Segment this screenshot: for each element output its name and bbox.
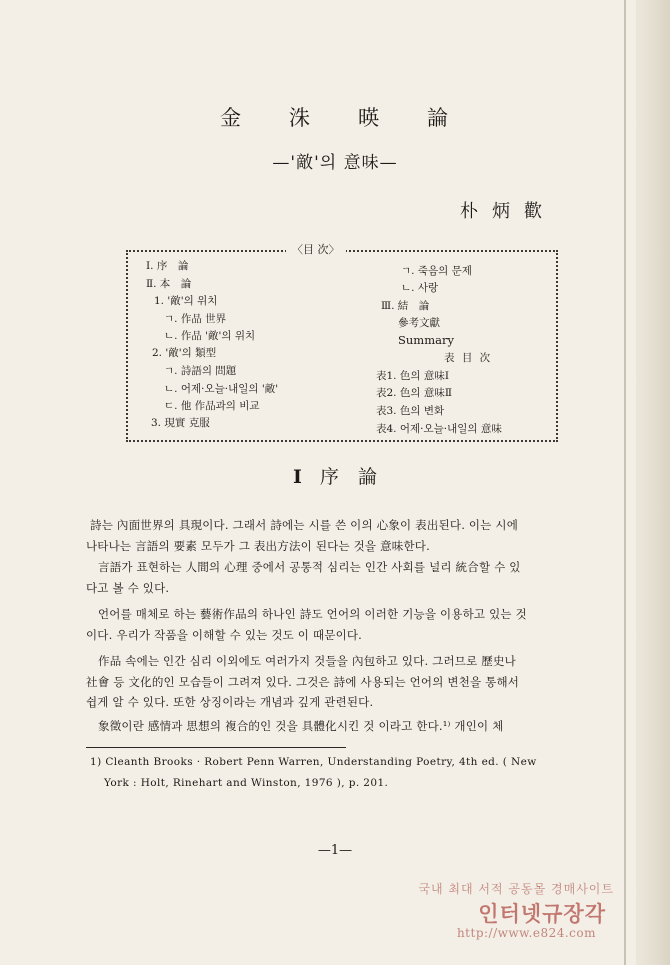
toc-subheading: 表 目 次 — [444, 352, 493, 364]
toc-item: ㄴ. 作品 '敵'의 위치 — [164, 330, 256, 342]
toc-item: 參考文獻 — [398, 317, 440, 329]
body-line: 언어를 매체로 하는 藝術作品의 하나인 詩도 언어의 이러한 기능을 이용하고 있는 것 — [98, 607, 527, 621]
toc-item: ㄱ. 詩語의 問題 — [164, 365, 237, 377]
paper-title — [0, 102, 670, 132]
toc-item: 表2. 色의 意味Ⅱ — [376, 387, 452, 399]
toc-item: 表3. 色의 변화 — [376, 405, 445, 417]
footnote-line: 1) Cleanth Brooks · Robert Penn Warren, Understanding Poetry, 4th ed. ( New — [90, 756, 537, 768]
title-char: 論 — [427, 106, 450, 130]
footnote-line: York : Holt, Rinehart and Winston, 1976 ), p. 201. — [104, 777, 389, 789]
toc-item: Ⅲ. 結 論 — [381, 300, 430, 312]
page-number: —1— — [317, 843, 353, 858]
body-line: 象徵이란 感情과 思想의 複合的인 것을 具體化시킨 것 이라고 한다.¹⁾ 개인이 체 — [98, 719, 504, 733]
paper-subtitle: —'敵'의 意味— — [272, 153, 398, 173]
section-numeral: Ⅰ — [293, 466, 302, 488]
author-name: 朴炳歡 — [460, 201, 556, 222]
toc-item: ㄴ. 사랑 — [401, 282, 439, 294]
toc-item: 3. 現實 克服 — [151, 417, 210, 429]
toc-item: 1. '敵'의 위치 — [154, 295, 218, 307]
watermark-tagline: 국내 최대 서적 공동몰 경매사이트 — [418, 882, 614, 896]
title-char: 暎 — [358, 106, 381, 130]
toc-item: ㄱ. 作品 世界 — [164, 313, 227, 325]
watermark-brand: 인터넷규장각 — [478, 901, 606, 926]
body-line: 다고 볼 수 있다. — [86, 581, 170, 595]
watermark-url: http://www.e824.com — [456, 926, 596, 940]
body-line: 社會 등 文化的인 모습들이 그려져 있다. 그것은 詩에 사용되는 언어의 변천을 통해서 — [86, 675, 520, 689]
body-line: 作品 속에는 인간 심리 이외에도 여러가지 것들을 內包하고 있다. 그러므로 歷史나 — [98, 654, 516, 668]
title-char: 金 — [220, 106, 243, 130]
section-heading — [0, 462, 670, 489]
toc-item: ㄱ. 죽음의 문제 — [401, 265, 472, 277]
toc-heading: 〈目 次〉 — [286, 241, 346, 257]
toc-item: Ⅱ. 本 論 — [146, 278, 192, 290]
toc-item: 表1. 色의 意味Ⅰ — [376, 370, 449, 382]
toc-item: ㄴ. 어제·오늘·내일의 '敵' — [164, 383, 279, 395]
footnote-divider — [86, 747, 346, 748]
toc-item: 表4. 어제·오늘·내일의 意味 — [376, 423, 502, 435]
title-char: 洙 — [289, 106, 312, 130]
body-line: 言語가 표현하는 人間의 心理 중에서 공통적 심리는 인간 사회를 널리 統合할 수 있 — [98, 560, 521, 574]
toc-item: 2. '敵'의 類型 — [152, 347, 217, 359]
body-line: 나타나는 言語의 要素 모두가 그 表出方法이 된다는 것을 意味한다. — [86, 539, 430, 553]
toc-item: Ⅰ. 序 論 — [146, 260, 189, 272]
body-line: 이다. 우리가 작품을 이해할 수 있는 것도 이 때문이다. — [86, 628, 363, 642]
body-line: 쉽게 알 수 있다. 또한 상징이라는 개념과 깊게 관련된다. — [86, 695, 374, 709]
body-line: 詩는 內面世界의 具現이다. 그래서 詩에는 시를 쓴 이의 心象이 表出된다. 이는 시에 — [90, 518, 519, 532]
toc-item: Summary — [398, 333, 454, 347]
section-title: 序 論 — [319, 466, 377, 488]
toc-item: ㄷ. 他 作品과의 비교 — [164, 400, 260, 412]
